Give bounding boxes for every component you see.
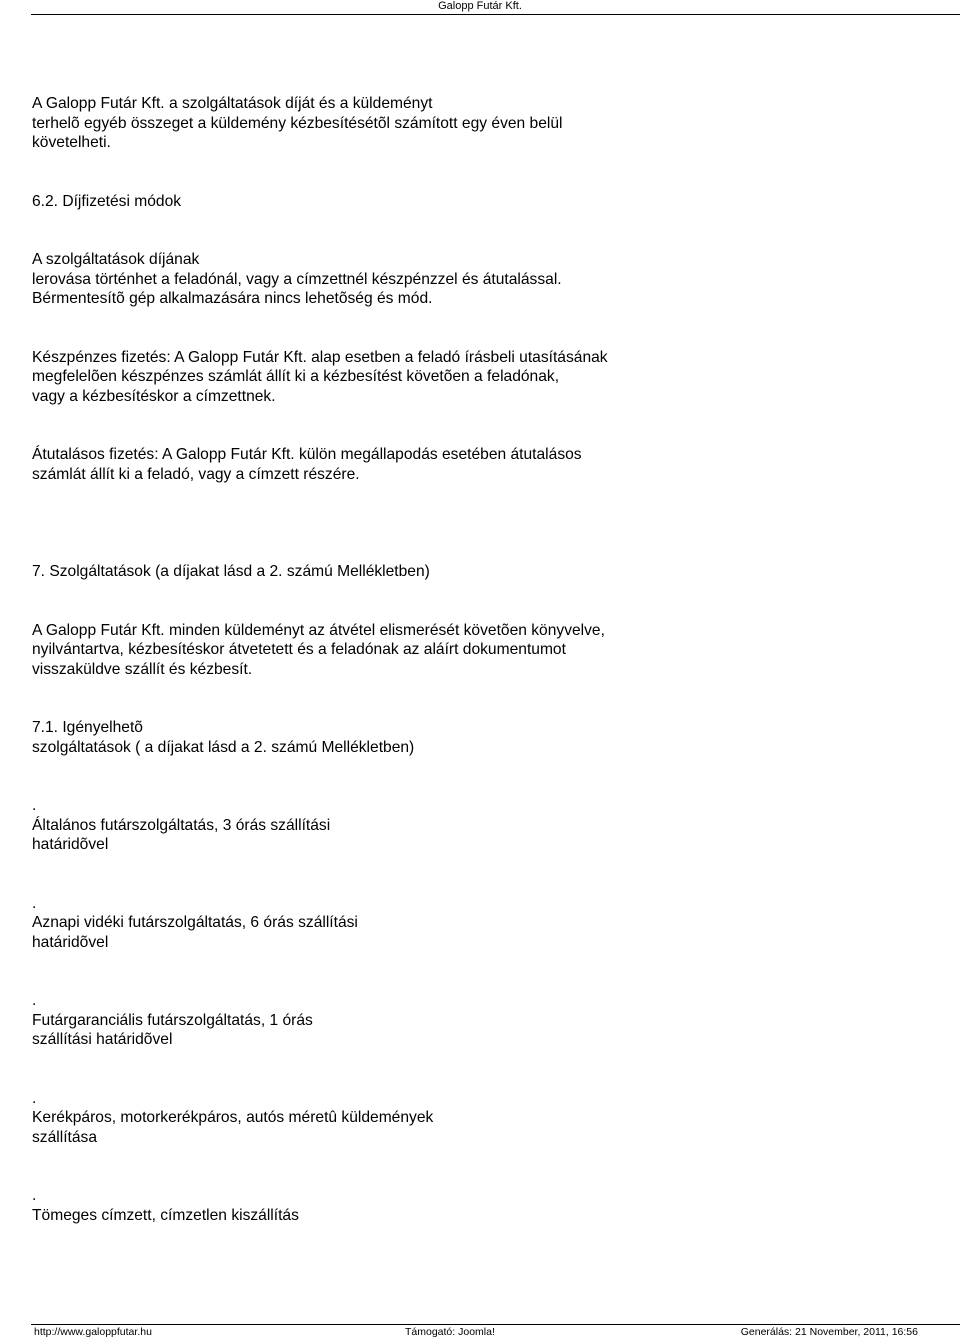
- text-line: Bérmentesítõ gép alkalmazására nincs lehetõség és mód.: [32, 290, 433, 307]
- header-divider: [31, 14, 960, 15]
- paragraph-services-intro: [32, 621, 932, 680]
- text-line: vagy a kézbesítéskor a címzettnek.: [32, 387, 276, 405]
- text-line: A Galopp Futár Kft. a szolgáltatások díját és a küldeményt: [32, 95, 433, 112]
- list-bullet: .: [32, 1187, 37, 1204]
- section-heading-6-2: 6.2. Díjfizetési módok: [32, 192, 182, 210]
- paragraph-transfer-payment: [32, 445, 932, 484]
- text-line: határidõvel: [32, 836, 109, 853]
- text-line: határidõvel: [32, 933, 109, 951]
- text-line: A Galopp Futár Kft. minden küldeményt az átvétel elismerését követõen könyvelve,: [32, 621, 605, 639]
- list-bullet: .: [32, 894, 37, 912]
- text-line: szállítási határidõvel: [32, 1031, 173, 1048]
- list-bullet: .: [32, 992, 37, 1009]
- text-line: nyilvántartva, kézbesítéskor átvetetett és a feladónak az aláírt dokumentumot: [32, 641, 566, 658]
- footer-divider: [31, 1324, 960, 1325]
- text-line: 7.1. Igényelhetõ: [32, 719, 143, 736]
- text-line: Futárgaranciális futárszolgáltatás, 1 órás: [32, 1011, 313, 1029]
- text-line: szolgáltatások ( a díjakat lásd a 2. számú Mellékletben): [32, 738, 415, 756]
- paragraph-fee-collection: [32, 94, 932, 153]
- service-list-item: [32, 1089, 932, 1148]
- list-bullet: .: [32, 1089, 37, 1107]
- section-heading-7: 7. Szolgáltatások (a díjakat lásd a 2. számú Mellékletben): [32, 563, 430, 580]
- text-line: terhelõ egyéb összeget a küldemény kézbesítésétõl számított egy éven belül: [32, 114, 563, 132]
- text-line: Aznapi vidéki futárszolgáltatás, 6 órás szállítási: [32, 914, 358, 931]
- text-line: lerovása történhet a feladónál, vagy a címzettnél készpénzzel és átutalással.: [32, 270, 562, 288]
- text-line: szállítása: [32, 1128, 98, 1146]
- service-list-item: [32, 991, 932, 1050]
- footer-support-text: Támogató: Joomla!: [405, 1326, 495, 1338]
- text-line: A szolgáltatások díjának: [32, 251, 200, 268]
- document-body: [32, 94, 932, 1225]
- footer-generated-timestamp: Generálás: 21 November, 2011, 16:56: [740, 1326, 918, 1338]
- paragraph-payment-methods: [32, 250, 932, 309]
- text-line: Tömeges címzett, címzetlen kiszállítás: [32, 1206, 299, 1224]
- service-list-item: [32, 1186, 932, 1225]
- section-heading-7-1: [32, 718, 932, 757]
- text-line: Átutalásos fizetés: A Galopp Futár Kft. külön megállapodás esetében átutalásos: [32, 446, 582, 463]
- text-line: megfelelõen készpénzes számlát állít ki a kézbesítést követõen a feladónak,: [32, 368, 560, 385]
- list-bullet: .: [32, 797, 37, 814]
- text-line: számlát állít ki a feladó, vagy a címzett részére.: [32, 465, 360, 483]
- footer-url-link[interactable]: http://www.galoppfutar.hu: [34, 1326, 152, 1338]
- service-list-item: [32, 796, 932, 855]
- service-list-item: [32, 894, 932, 953]
- page-header-title: Galopp Futár Kft.: [438, 0, 522, 12]
- text-line: visszaküldve szállít és kézbesít.: [32, 660, 253, 678]
- text-line: Általános futárszolgáltatás, 3 órás szállítási: [32, 816, 331, 834]
- text-line: Készpénzes fizetés: A Galopp Futár Kft. alap esetben a feladó írásbeli utasításának: [32, 348, 608, 366]
- paragraph-cash-payment: [32, 348, 932, 407]
- page-footer: [31, 1326, 960, 1338]
- text-line: Kerékpáros, motorkerékpáros, autós méretû küldemények: [32, 1109, 434, 1126]
- text-line: követelheti.: [32, 134, 111, 151]
